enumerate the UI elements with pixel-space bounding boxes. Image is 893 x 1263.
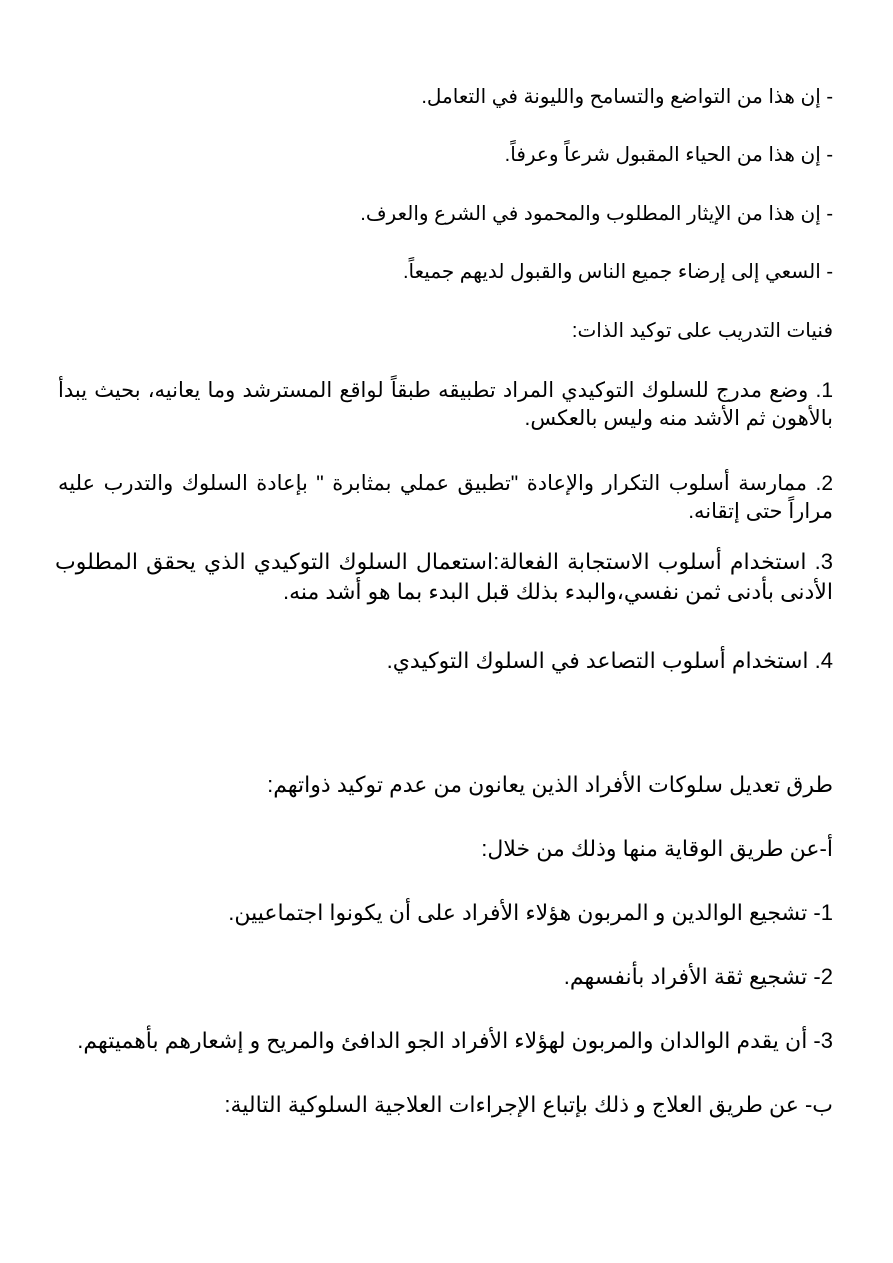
bullet-line-altruism: - إن هذا من الإيثار المطلوب والمحمود في الشرع والعرف. (360, 203, 833, 225)
prevention-item-2: 2- تشجيع ثقة الأفراد بأنفسهم. (563, 964, 833, 989)
bullet-line-humility: - إن هذا من التواضع والتسامح والليونة في التعامل. (421, 86, 833, 108)
technique-item-3: 3. استخدام أسلوب الاستجابة الفعالة:استعمال السلوك التوكيدي الذي يحقق المطلوب الأدنى بأدنى ثمن نفسي،والبدء بذلك قبل البدء بما هو أشد منه. (55, 549, 833, 604)
prevention-heading: أ-عن طريق الوقاية منها وذلك من خلال: (481, 836, 833, 861)
technique-item-2: 2. ممارسة أسلوب التكرار والإعادة "تطبيق عملي بمثابرة " بإعادة السلوك والتدرب عليه مراراً حتى إتقانه. (58, 472, 833, 523)
technique-item-1: 1. وضع مدرج للسلوك التوكيدي المراد تطبيقه طبقاً لواقع المسترشد وما يعانيه، بحيث يبدأ بالأهون ثم الأشد منه وليس بالعكس. (58, 379, 833, 430)
bullet-line-modesty: - إن هذا من الحياء المقبول شرعاً وعرفاً. (504, 144, 833, 166)
techniques-heading: فنيات التدريب على توكيد الذات: (571, 320, 833, 342)
treatment-heading: ب- عن طريق العلاج و ذلك بإتباع الإجراءات العلاجية السلوكية التالية: (224, 1092, 833, 1117)
technique-item-4: 4. استخدام أسلوب التصاعد في السلوك التوكيدي. (386, 648, 833, 673)
bullet-line-pleasing-people: - السعي إلى إرضاء جميع الناس والقبول لديهم جميعاً. (402, 261, 833, 283)
prevention-item-3: 3- أن يقدم الوالدان والمربون لهؤلاء الأفراد الجو الدافئ والمريح و إشعارهم بأهميتهم. (77, 1028, 833, 1053)
methods-heading: طرق تعديل سلوكات الأفراد الذين يعانون من عدم توكيد ذواتهم: (267, 772, 833, 797)
prevention-item-1: 1- تشجيع الوالدين و المربون هؤلاء الأفراد على أن يكونوا اجتماعيين. (228, 900, 833, 925)
